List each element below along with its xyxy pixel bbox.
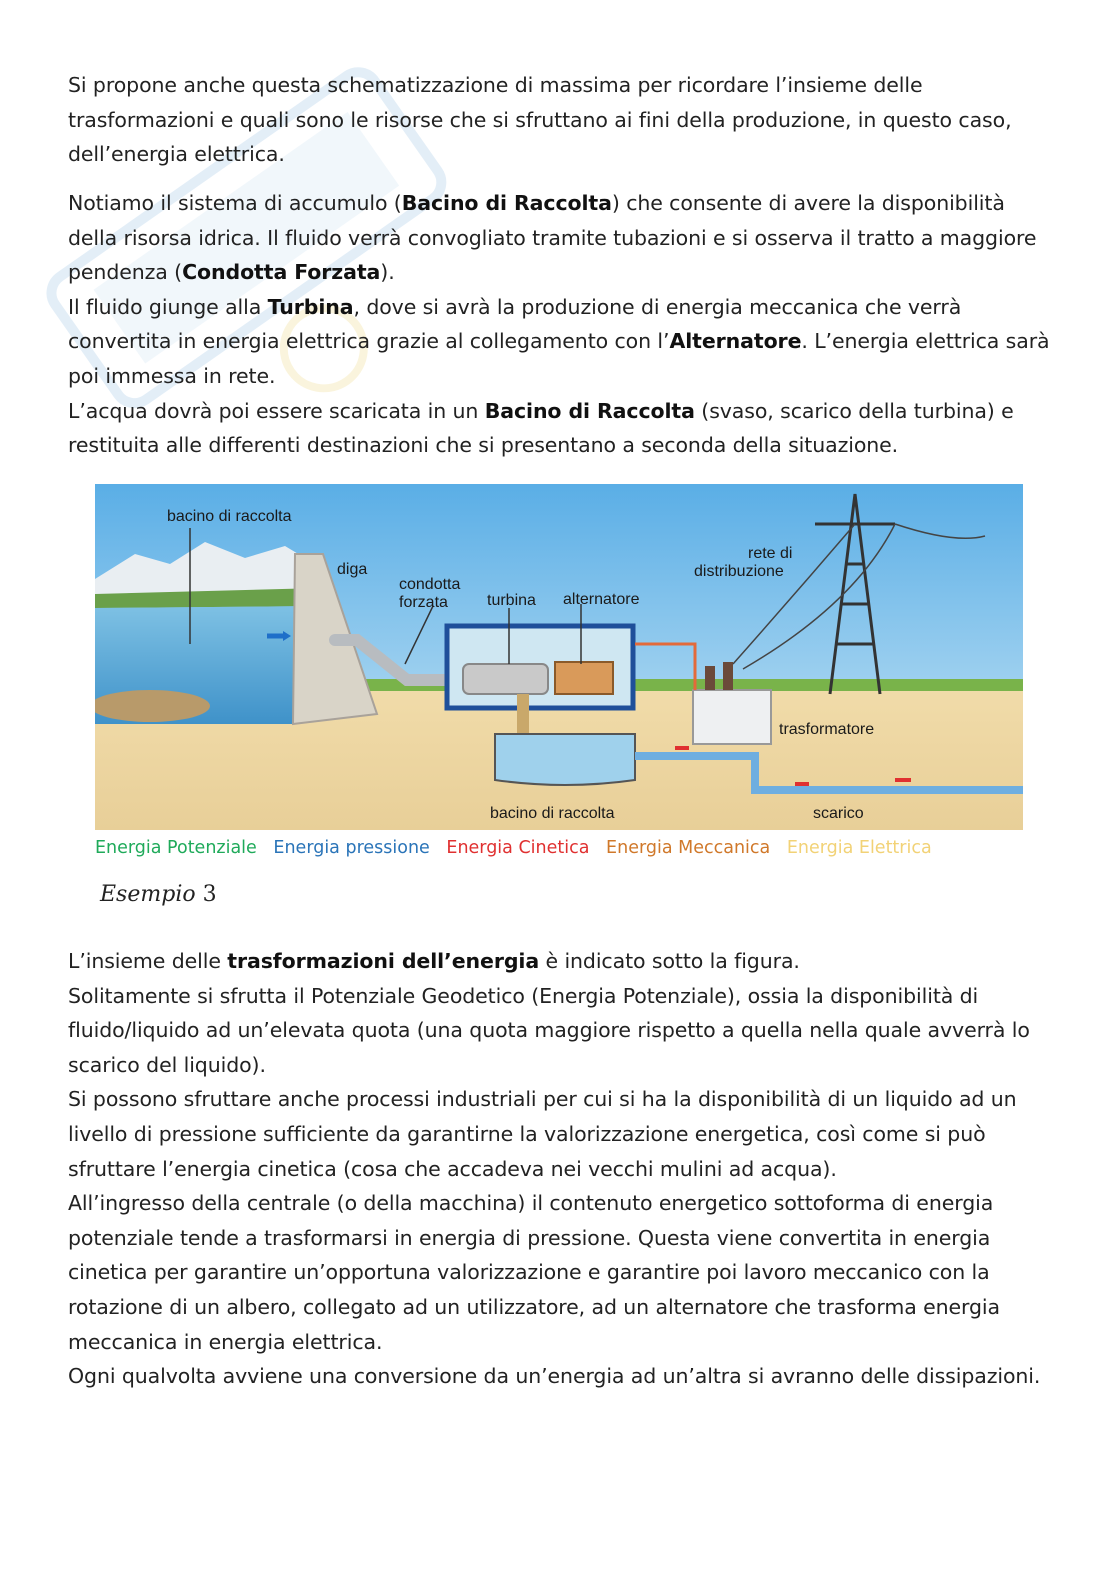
bold-term: Bacino di Raccolta <box>484 398 695 423</box>
text-run: è indicato sotto la figura. <box>539 949 800 973</box>
label-rete: rete di <box>748 545 793 562</box>
label-turbina: turbina <box>487 592 536 609</box>
text-run: Solitamente si sfrutta il Potenziale Geodetico (Energia Potenziale), ossia la disponibilità di fluido/liquido ad un’elevata quota (una quota maggiore rispetto a quella nella quale avverrà lo scarico del liquido). <box>68 983 1030 1077</box>
label-bacino-top: bacino di raccolta <box>167 508 292 525</box>
text-run: L’acqua dovrà poi essere scaricata in un <box>68 398 485 423</box>
legend-pressione: Energia pressione <box>273 838 430 858</box>
text-run: . L’energia elettrica sarà poi immessa in rete. <box>68 329 1050 388</box>
figure-caption <box>100 882 217 907</box>
text-run: (svaso, scarico della turbina) e restituita alle differenti destinazioni che si presentano a seconda della situazione. <box>68 398 1014 458</box>
legend-cinetica: Energia Cinetica <box>446 838 590 858</box>
legend-meccanica: Energia Meccanica <box>606 838 771 858</box>
text-run: Si propone anche questa schematizzazione di massima per ricordare l’insieme delle trasformazioni e quali sono le risorse che si sfruttano ai fini della produzione, in questo caso, dell’energia elettrica. <box>68 73 1012 167</box>
text-run: ) che consente di avere la disponibilità della risorsa idrica. Il fluido verrà convogliato tramite tubazioni e si osserva il tratto a maggiore pendenza ( <box>68 191 1037 285</box>
legend-potenziale: Energia Potenziale <box>95 838 257 858</box>
caption-word: Esempio <box>100 882 196 907</box>
bold-term: Condotta Forzata <box>182 260 381 285</box>
energy-legend <box>95 838 943 858</box>
text-run: Ogni qualvolta avviene una conversione da un’energia ad un’altra si avranno delle dissipazioni. <box>68 1364 1041 1389</box>
text-run: Notiamo il sistema di accumulo ( <box>68 191 402 215</box>
text-run: Il fluido giunge alla <box>68 294 268 319</box>
caption-number: 3 <box>202 882 217 907</box>
label-bacino-bottom: bacino di raccolta <box>490 805 615 822</box>
paragraph-description <box>68 186 1058 463</box>
label-scarico: scarico <box>813 805 864 822</box>
label-alternatore: alternatore <box>563 591 640 608</box>
label-forzata: forzata <box>399 594 448 611</box>
text-run: All’ingresso della centrale (o della macchina) il contenuto energetico sottoforma di energia potenziale tende a trasformarsi in energia di pressione. Questa viene convertita in energia cinetica per garantire un’opportuna valorizzazione e garantire poi lavoro meccanico con la rotazione di un albero, collegato ad un utilizzatore, ad un alternatore che trasforma energia meccanica in energia elettrica. <box>68 1191 1000 1354</box>
bold-term: Bacino di Raccolta <box>401 191 612 215</box>
bold-term: Turbina <box>267 294 354 319</box>
label-distribuzione: distribuzione <box>694 563 784 580</box>
paragraph-explanation <box>68 944 1058 1394</box>
text-run: ). <box>380 260 395 285</box>
bold-term: trasformazioni dell’energia <box>227 949 540 973</box>
bold-term: Alternatore <box>669 329 802 354</box>
paragraph-intro <box>68 68 1058 172</box>
text-run: , dove si avrà la produzione di energia meccanica che verrà convertita in energia elettrica grazie al collegamento con l’ <box>68 294 962 354</box>
text-run: L’insieme delle <box>68 949 228 973</box>
label-trasformatore: trasformatore <box>779 721 875 738</box>
label-condotta: condotta <box>399 576 461 593</box>
hydro-plant-diagram <box>95 484 1023 830</box>
label-diga: diga <box>337 561 368 578</box>
legend-elettrica: Energia Elettrica <box>786 838 932 858</box>
text-run: Si possono sfruttare anche processi industriali per cui si ha la disponibilità di un liquido ad un livello di pressione sufficiente da garantirne la valorizzazione energetica, così come si può sfruttare l’energia cinetica (cosa che accadeva nei vecchi mulini ad acqua). <box>68 1087 1017 1181</box>
